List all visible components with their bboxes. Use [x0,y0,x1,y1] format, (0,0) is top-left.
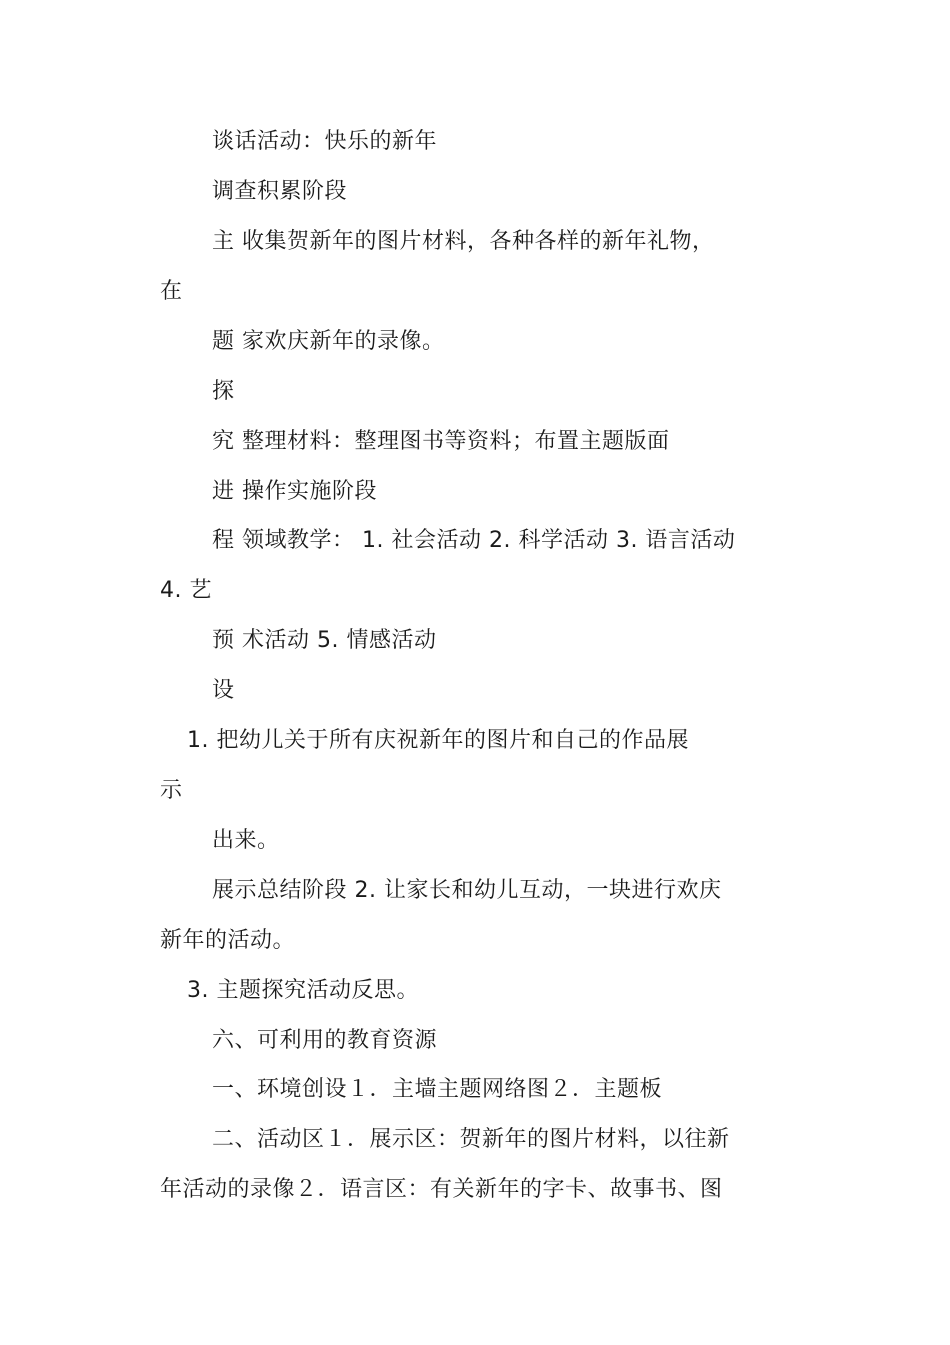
text-line: 出来。 [212,828,280,853]
text-line: 六、可利用的教育资源 [212,1028,438,1053]
text-line: 主 收集贺新年的图片材料，各种各样的新年礼物， [212,229,715,254]
text-line: 调查积累阶段 [212,179,348,204]
text-line: 进 操作实施阶段 [212,479,377,504]
text-line: 设 [212,678,235,703]
text-line: 4. 艺 [160,578,212,603]
text-line: 1. 把幼儿关于所有庆祝新年的图片和自己的作品展 [187,728,689,753]
text-line: 究 整理材料：整理图书等资料；布置主题版面 [212,429,670,454]
text-line: 程 领域教学： 1. 社会活动 2. 科学活动 3. 语言活动 [212,528,736,553]
text-line: 展示总结阶段 2. 让家长和幼儿互动，一块进行欢庆 [212,878,722,903]
text-line: 探 [212,379,235,404]
text-line: 在 [160,279,183,304]
text-line: 谈话活动：快乐的新年 [212,129,438,154]
text-line: 示 [160,778,183,803]
text-line: 题 家欢庆新年的录像。 [212,329,445,354]
text-line: 一、环境创设１．主墙主题网络图２．主题板 [212,1077,663,1102]
text-line: 3. 主题探究活动反思。 [187,978,419,1003]
text-line: 预 术活动 5. 情感活动 [212,628,437,653]
text-line: 新年的活动。 [160,928,296,953]
text-line: 二、活动区１．展示区：贺新年的图片材料，以往新 [212,1127,730,1152]
text-line: 年活动的录像２．语言区：有关新年的字卡、故事书、图 [160,1177,723,1202]
